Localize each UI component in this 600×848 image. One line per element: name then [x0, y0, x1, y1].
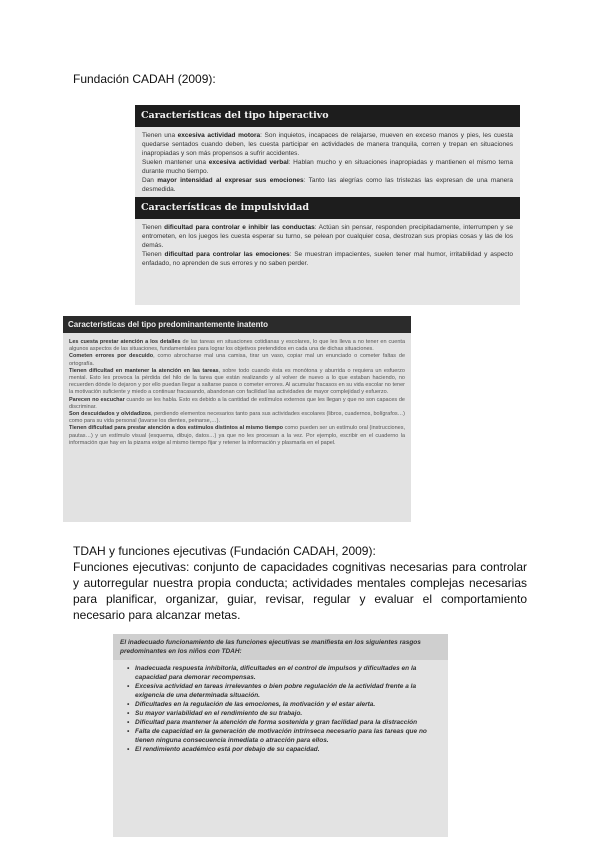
inattentive-body — [63, 333, 411, 453]
hyperactive-title: Características del tipo hiperactivo — [135, 105, 520, 127]
p2-post: , como abrocharse mal una camisa, tirar un vaso, copiar mal un enunciado o cometer faltas de ortografía. — [69, 353, 405, 367]
p3-bold: Tienen dificultad en mantener la atención en las tareas — [69, 367, 219, 374]
p6-post: como pueden ser un estímulo oral (instrucciones, pautas…) y un estímulo visual (esquema, dibujo, datos…) ya que no les procesan a la vez. Por ejemplo, escribir en el cuaderno la información que hay en la pizarra exige al mismo tiempo fijar y retener la información y plasmarla en el papel. — [69, 425, 405, 446]
p6-bold: Tienen dificultad para prestar atención a dos estímulos distintos al mismo tiempo — [69, 425, 284, 432]
p2-bold: Cometen errores por descuido — [69, 353, 154, 360]
list-item: • Dificultad para mantener la atención de forma sostenida y gran facilidad para la distracción — [135, 718, 440, 727]
list-item: • Su mayor variabilidad en el rendimiento de su trabajo. — [135, 709, 440, 718]
list-item: • Excesiva actividad en tareas irrelevantes o bien pobre regulación de la actividad frente a la exigencia de una determinada situación. — [135, 682, 440, 700]
p3-bold: mayor intensidad al expresar sus emociones — [157, 177, 304, 184]
list-item: • Falta de capacidad en la generación de motivación intrínseca necesario para las tareas que no tienen ninguna consecuencia inmediata o atracción para ellos. — [135, 727, 440, 745]
p1-bold: excesiva actividad motora — [177, 132, 261, 139]
p1-post: : Son inquietos, incapaces de relajarse, mueven en exceso manos y pies, les cuesta quedarse sentados cuando deben, les cuesta participar en actividades de manera tranquila, corren y trepan en situaciones inapropiadas y son más propensos a sufrir accidentes. — [142, 132, 513, 157]
p1-post: de las tareas en situaciones cotidianas y escolares, lo que les lleva a no tener en cuenta algunos aspectos de las situaciones, fundamentales para lograr los objetivos pretendidos en cada una de dichas situaciones. — [69, 339, 405, 353]
p3-post: : Tanto las alegrías como las tristezas las expresan de una manera desmedida. — [142, 177, 513, 193]
impulsivity-body — [135, 219, 520, 271]
p4-pre: Tienen — [142, 224, 165, 231]
p2-bold: excesiva actividad verbal — [208, 159, 289, 166]
p2-pre: Suelen mantener una — [142, 159, 209, 166]
executive-functions-text — [73, 543, 527, 623]
p5-post: : Se muestran impacientes, suelen tener mal humor, irritabilidad y aspecto enfadado, no aprenden de sus errores y no saben perder. — [142, 251, 513, 267]
list-item: • Inadecuada respuesta inhibitoria, dificultades en el control de impulsos y dificultades en la capacidad para demorar recompensas. — [135, 664, 440, 682]
p2-post: : Hablan mucho y en situaciones inapropiadas y mantienen el mismo tema durante mucho tiempo. — [142, 159, 513, 175]
impulsivity-title: Características de impulsividad — [135, 197, 520, 219]
executive-functions-body: Funciones ejecutivas: conjunto de capacidades cognitivas necesarias para controlar y autorregular nuestra propia conducta; actividades mentales complejas necesarias para planificar, organizar, guiar, revisar, regular y evaluar el comportamiento necesario para alcanzar metas. — [73, 560, 527, 622]
p4-bold: Parecen no escuchar — [69, 396, 125, 403]
inattentive-title: Características del tipo predominantemente inatento — [63, 316, 411, 333]
p4-post: : Actúan sin pensar, responden precipitadamente, interrumpen y se entrometen, en los juegos les cuesta esperar su turno, se pelean por cualquier cosa, destrozan sus propias cosas y las de los demás. — [142, 224, 513, 249]
p5-bold: Son descuidados y olvidadizos — [69, 411, 151, 418]
p1-pre: Tienen una — [142, 132, 178, 139]
list-item: • El rendimiento académico está por debajo de su capacidad. — [135, 745, 440, 754]
p5-bold: dificultad para controlar las emociones — [164, 251, 290, 258]
p5-post: , perdiendo elementos necesarios tanto para sus actividades escolares (libros, cuadernos, bolígrafos…) como para su vida personal (lavarse los dientes, peinarse,…). — [69, 411, 405, 425]
p1-bold: Les cuesta prestar atención a los detalles — [69, 339, 181, 345]
p3-pre: Dan — [142, 177, 158, 184]
inattentive-characteristics-figure — [63, 316, 411, 522]
hyperactive-body — [135, 127, 520, 197]
p5-pre: Tienen — [142, 251, 165, 258]
p4-bold: dificultad para controlar e inhibir las conductas — [164, 224, 315, 231]
executive-traits-figure — [113, 634, 448, 837]
hyperactive-characteristics-figure — [135, 105, 520, 305]
p3-post: , sobre todo cuando ésta es monótona y aburrida o requiera un esfuerzo mental. Esto les provoca la pérdida del hilo de la tarea que están realizando y al volver de nuevo a lo que estaban haciendo, no recuerden dónde lo dejaron y por ello puedan llegar a saltarse pasos o cometer errores. Al acumular fracasos en su vida escolar no tener la motivación suficiente y miedo a continuar fracasando, abandonan con facilidad las actividades de mayor complejidad y esfuerzo. — [69, 367, 405, 396]
section-heading: Fundación CADAH (2009): — [73, 72, 216, 86]
list-item: • Dificultades en la regulación de las emociones, la motivación y el estar alerta. — [135, 700, 440, 709]
p4-post: cuando se les habla. Esto es debido a la cantidad de estímulos externos que les llegan y que no son capaces de discriminar. — [69, 396, 405, 410]
executive-traits-list — [113, 664, 448, 754]
executive-traits-intro: El inadecuado funcionamiento de las funciones ejecutivas se manifiesta en los siguientes rasgos predominantes en los niños con TDAH: — [113, 634, 448, 660]
executive-functions-title: TDAH y funciones ejecutivas (Fundación CADAH, 2009): — [73, 544, 376, 558]
